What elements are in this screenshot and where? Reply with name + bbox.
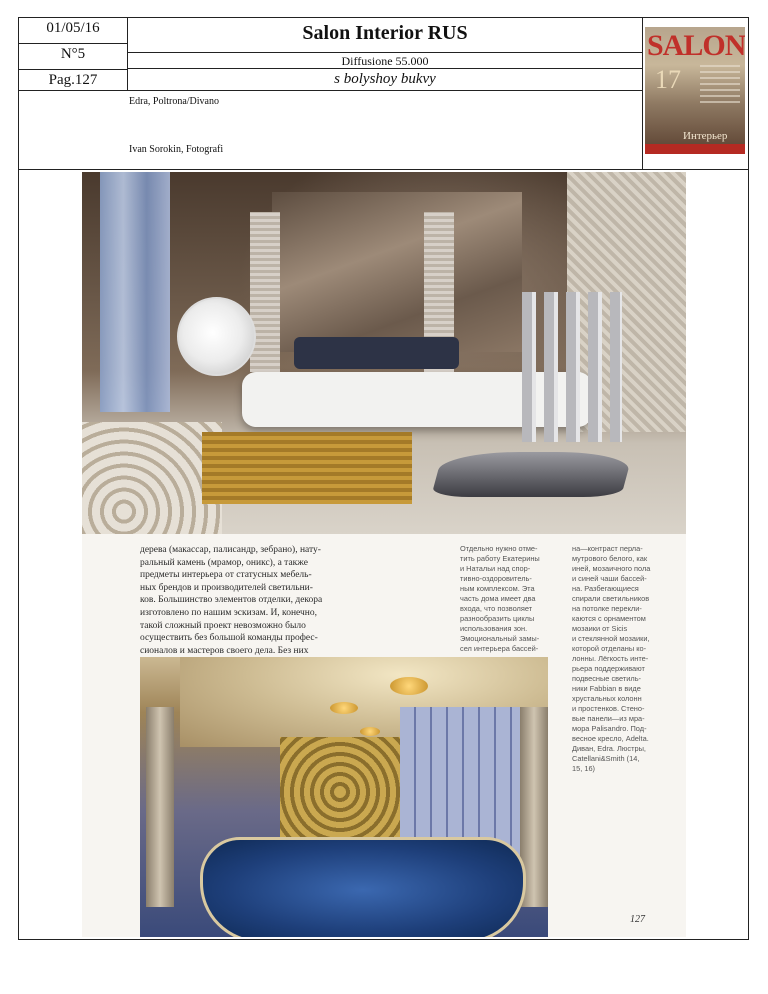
chandelier: [360, 727, 380, 736]
magazine-page-number: 127: [630, 914, 645, 925]
mosaic-column-left: [250, 212, 280, 372]
pillar-left: [146, 707, 174, 907]
text-line: мора Palisandro. Под-: [572, 724, 647, 733]
text-line: хрустальных колонн: [572, 694, 642, 703]
divider-header-bottom: [18, 90, 642, 91]
text-line: и стеклянной мозаики,: [572, 634, 650, 643]
text-line: тивно-оздоровитель-: [460, 574, 532, 583]
divider-meta-bottom: [18, 169, 749, 170]
marble-wall-panel: [272, 192, 522, 352]
photographer-line: Ivan Sorokin, Fotografi: [129, 144, 224, 155]
text-line: каются с орнаментом: [572, 614, 646, 623]
text-line: такой сложный проект невозможно было: [140, 620, 306, 631]
divider-row2: [18, 69, 127, 70]
text-line: мутрового белого, как: [572, 554, 648, 563]
cover-logo: SALON: [647, 29, 745, 62]
magazine-cover-thumbnail: [645, 27, 745, 154]
silver-vases: [522, 292, 622, 442]
text-line: ным комплексом. Эта: [460, 584, 535, 593]
chandelier: [330, 702, 358, 714]
cover-issue: 17: [655, 65, 681, 94]
text-column-2: [460, 544, 550, 654]
text-line: тить работу Екатерины: [460, 554, 540, 563]
text-column-1: [140, 544, 402, 670]
text-line: дерева (макассар, палисандр, зебрано), нату-: [140, 545, 321, 555]
pool-windows: [400, 707, 520, 857]
cover-decoration: [700, 65, 740, 105]
text-line: ники Fabbian в виде: [572, 684, 641, 693]
circulation: Diffusione 55.000: [341, 54, 429, 68]
sofa: [294, 337, 459, 369]
issue-number: N°5: [60, 46, 86, 62]
curtain: [100, 172, 170, 412]
gold-mosaic-wall: [280, 737, 400, 847]
cover-band: [645, 144, 745, 154]
silver-tray: [431, 452, 633, 497]
text-line: Отдельно нужно отме-: [460, 544, 538, 553]
mosaic-floor: [82, 422, 222, 534]
text-line: которой отделаны ко-: [572, 644, 647, 653]
text-line: изготовлено по нашим эскизам. И, конечно,: [140, 607, 317, 618]
living-room-photo: [82, 172, 686, 534]
text-line: сел интерьера бассей-: [460, 644, 539, 653]
text-line: подвесные светиль-: [572, 674, 642, 683]
text-line: на—контраст перла-: [572, 544, 643, 553]
swimming-pool: [200, 837, 526, 937]
text-line: сионалов и мастеров своего дела. Без них: [140, 645, 309, 656]
divider-right: [642, 17, 643, 169]
text-line: и Натальи над спор-: [460, 564, 531, 573]
text-line: разнообразить циклы: [460, 614, 535, 623]
text-line: ков. Большинство элементов отделки, декора: [140, 595, 323, 606]
article-title: s bolyshoy bukvy: [334, 71, 436, 87]
article-text: [140, 544, 686, 773]
text-line: рьера поддерживают: [572, 664, 645, 673]
page-ref: Pag.127: [48, 72, 98, 88]
text-line: и синей чаши бассей-: [572, 574, 647, 583]
bubble-chair: [177, 297, 256, 376]
text-line: иней, мозаичного пола: [572, 564, 651, 573]
text-line: 15, 16): [572, 764, 596, 773]
text-line: и простенков. Стено-: [572, 704, 645, 713]
article-scan: [82, 172, 686, 937]
text-line: входа, что позволяет: [460, 604, 533, 613]
text-line: вые панели—из мра-: [572, 714, 645, 723]
divider-title: [127, 52, 642, 53]
text-line: предметы интерьера от статусных мебель-: [140, 570, 312, 581]
text-line: Диван, Edra. Люстры,: [572, 744, 646, 753]
text-line: мозаики от Sicis: [572, 624, 628, 633]
text-line: на. Разбегающиеся: [572, 584, 639, 593]
text-line: Catellani&Smith (14,: [572, 754, 640, 763]
text-line: спирали светильников: [572, 594, 650, 603]
text-line: ральный камень (мрамор, оникс), а также: [140, 557, 308, 568]
text-line: осуществить без большой команды профес-: [140, 633, 318, 644]
gold-mosaic-base: [202, 432, 412, 504]
publication-title: Salon Interior RUS: [302, 22, 468, 44]
pool-photo: [140, 657, 548, 937]
chandelier: [390, 677, 428, 695]
clip-date: 01/05/16: [46, 20, 100, 36]
cover-tagline: Интерьер: [683, 130, 728, 142]
text-line: Эмоциональный замы-: [460, 634, 540, 643]
text-line: использования зон.: [460, 624, 528, 633]
text-line: часть дома имеет два: [460, 594, 536, 603]
text-line: на потолке перекли-: [572, 604, 642, 613]
text-line: лонны. Лёгкость инте-: [572, 654, 649, 663]
brand-line: Edra, Poltrona/Divano: [129, 96, 219, 107]
text-line: ных брендов и производителей светильни-: [140, 582, 313, 593]
text-column-3: [572, 544, 680, 774]
divider-row1: [18, 43, 127, 44]
text-line: весное кресло, Adelta.: [572, 734, 649, 743]
